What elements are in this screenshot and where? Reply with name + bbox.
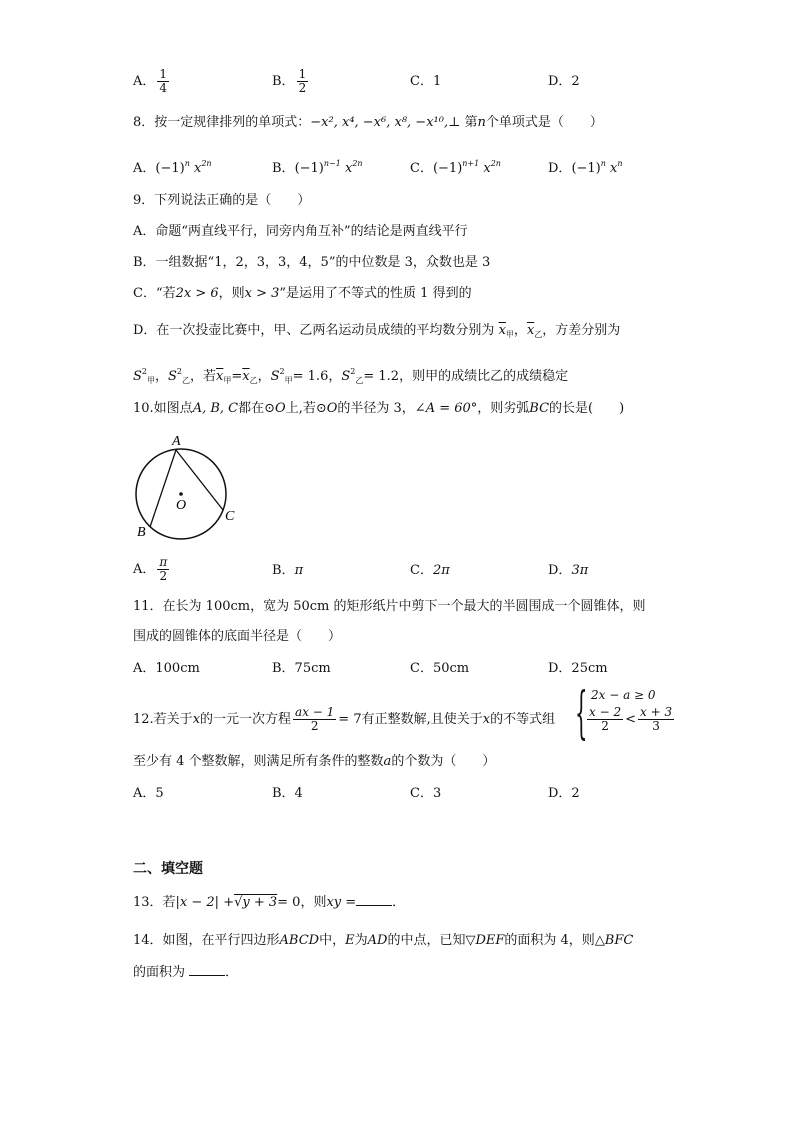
q10-option-c: C．2π — [410, 563, 450, 578]
q14-answer-blank[interactable] — [189, 963, 225, 976]
q12-stem-line2: 至少有 4 个整数解，则满足所有条件的整数a的个数为（ ） — [133, 754, 496, 769]
q12-option-c: C．3 — [410, 786, 442, 801]
q13-stem: 13．若|x − 2| +√y + 3= 0，则xy = ． — [133, 895, 406, 910]
system-row2: $\frac{x - 2}{2}$ < $\frac{x + 3}{3}$ — [589, 705, 673, 733]
q8-option-c: C．$(-1)^{n+1}$ $x^{2n}$ — [410, 159, 501, 176]
q10-circle-figure — [128, 428, 248, 544]
q14-stem-line2: 的面积为 ． — [133, 965, 239, 980]
label-a: A — [172, 434, 181, 449]
q9-option-d-line1: D．在一次投壶比赛中，甲、乙两名运动员成绩的平均数分别为 $\overline{x}_甲$，$\overline{x}_乙$，方差分别为 — [133, 323, 621, 339]
q11-option-a: A．100cm — [133, 661, 200, 676]
q10-option-a: A． $\frac{\pi}{2}$ — [133, 555, 168, 583]
q11-option-c: C．50cm — [410, 661, 470, 676]
q9-option-a: A．命题“两直线平行，同旁内角互补”的结论是两直线平行 — [133, 224, 468, 239]
q8-option-a: A．$(-1)^n$ $x^{2n}$ — [133, 159, 212, 176]
q7-option-d: D．2 — [548, 74, 580, 89]
q10-option-b: B．π — [272, 563, 304, 578]
system-row1: 2x − a ≥ 0 — [591, 688, 656, 702]
q12-inequality-system — [575, 681, 675, 746]
chord-ab — [150, 450, 176, 527]
q10-option-d: D．3π — [548, 563, 589, 578]
q10-stem: 10.如图点A, B, C都在⊙O上,若⊙O的半径为 3，∠A = 60°，则劣弧BC的长是( ) — [133, 401, 625, 416]
q12-option-d: D．2 — [548, 786, 580, 801]
q11-option-d: D．25cm — [548, 661, 608, 676]
q7-option-b: B． $\frac{1}{2}$ — [272, 67, 307, 95]
q9-option-d-line2: $S^2_甲$，$S^2_乙$，若$\overline{x}_甲=\overline{x}_乙$，$S^2_甲= 1.6$，$S^2_乙= 1.2$，则甲的成绩比乙的成绩稳定 — [133, 367, 569, 385]
label-b: B — [137, 525, 146, 540]
q14-stem-line1: 14．如图，在平行四边形ABCD中，E为AD的中点，已知▽DEF的面积为 4，则△BFC — [133, 933, 634, 948]
q11-stem-line1: 11．在长为 100cm，宽为 50cm 的矩形纸片中剪下一个最大的半圆围成一个圆锥体，则 — [133, 599, 646, 614]
q12-stem-line1: 12.若关于x的一元一次方程 $\frac{ax - 1}{2}$ = 7有正整数解,且使关于x的不等式组 — [133, 705, 556, 733]
label-o: O — [176, 498, 187, 513]
center-point — [179, 492, 183, 496]
q13-answer-blank[interactable] — [356, 893, 392, 906]
left-brace: { — [575, 681, 588, 746]
q8-option-b: B．$(-1)^{n-1}$ $x^{2n}$ — [272, 159, 363, 176]
q9-option-c: C．“若2x > 6，则x > 3”是运用了不等式的性质 1 得到的 — [133, 286, 472, 301]
q9-stem: 9．下列说法正确的是（ ） — [133, 193, 311, 208]
q8-option-d: D．$(-1)^n$ $x^n$ — [548, 159, 623, 176]
q7-option-c: C．1 — [410, 74, 442, 89]
q11-stem-line2: 围成的圆锥体的底面半径是（ ） — [133, 629, 342, 644]
q9-option-b: B．一组数据“1，2，3，3，4，5”的中位数是 3，众数也是 3 — [133, 255, 491, 270]
q7-option-a: A． $\frac{1}{4}$ — [133, 67, 168, 95]
label-c: C — [225, 509, 235, 524]
q12-option-b: B．4 — [272, 786, 303, 801]
q8-stem: 8．按一定规律排列的单项式：−x², x⁴, −x⁶, x⁸, −x¹⁰,⊥ 第n个单项式是（ ） — [133, 115, 603, 130]
q11-option-b: B．75cm — [272, 661, 331, 676]
q12-option-a: A．5 — [133, 786, 164, 801]
section-title-fill-in: 二、填空题 — [133, 861, 203, 877]
